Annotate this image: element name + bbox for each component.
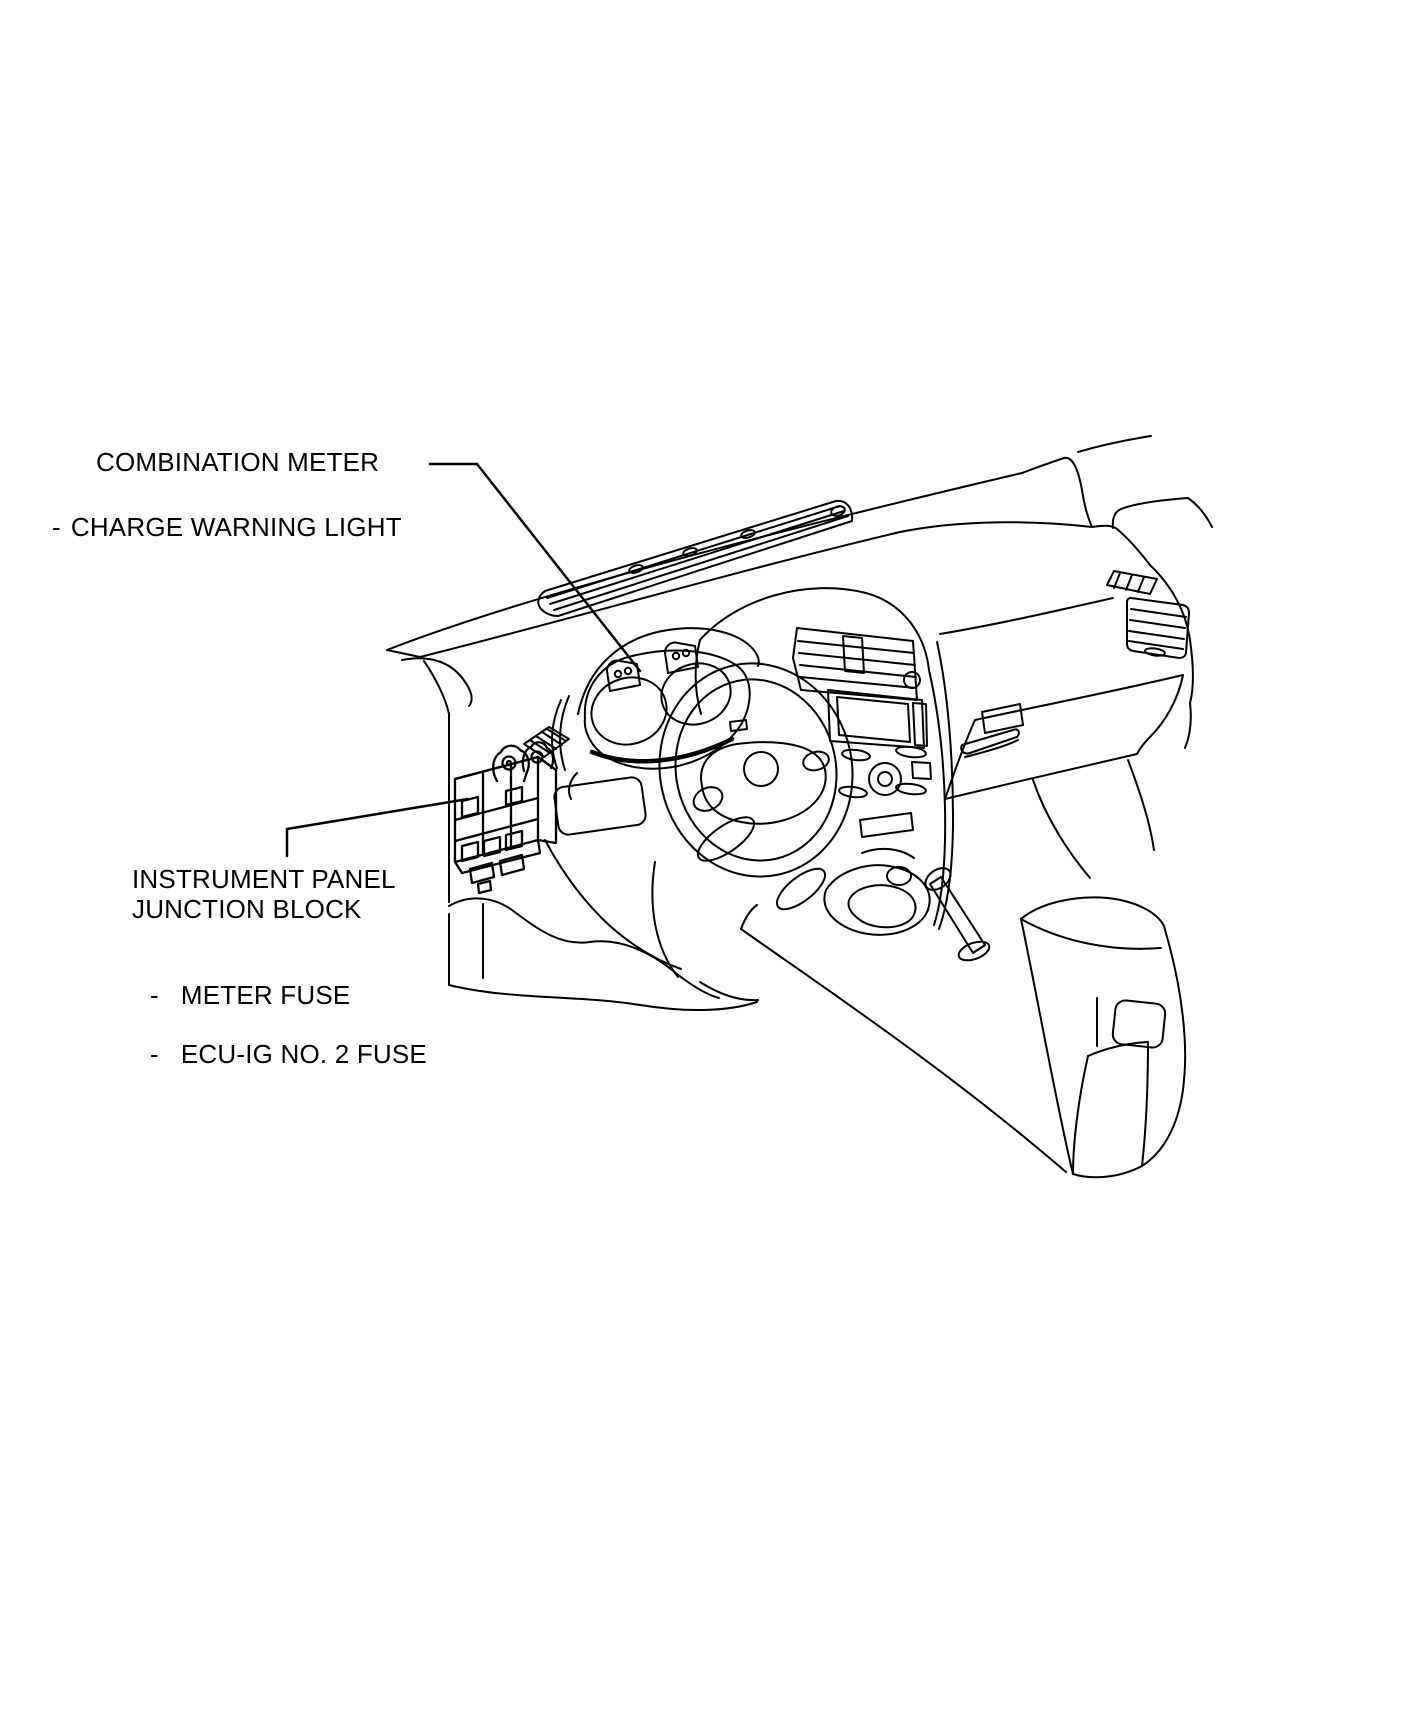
junction-block-label-line1: INSTRUMENT PANEL — [132, 864, 396, 894]
dashboard-outline — [387, 436, 1212, 1010]
steering-wheel-drawing — [640, 645, 872, 916]
combination-meter-label: COMBINATION METER — [96, 447, 380, 477]
side-vent-right-drawing — [1107, 571, 1189, 658]
steering-column-drawing — [545, 776, 758, 1000]
side-vent-left-drawing — [524, 727, 569, 757]
junction-block-drawing — [455, 742, 556, 893]
meter-fuse-dash: - — [150, 980, 159, 1010]
meter-fuse-text: METER FUSE — [180, 980, 351, 1010]
charge-warning-light-label — [52, 512, 402, 542]
armrest-console-drawing — [1021, 897, 1185, 1177]
ecu-ig-fuse-text: ECU-IG NO. 2 FUSE — [180, 1039, 427, 1069]
junction-block-leader-line — [287, 799, 468, 856]
junction-block-label — [132, 864, 396, 924]
ecu-ig-fuse-dash: - — [150, 1039, 159, 1069]
combination-meter-leader-line — [430, 464, 640, 671]
charge-warning-text: CHARGE WARNING LIGHT — [70, 512, 402, 542]
combination-meter-drawing — [552, 628, 759, 799]
charge-warning-dash: - — [52, 512, 61, 542]
center-console-drawing — [741, 864, 1066, 1172]
glovebox-drawing — [940, 598, 1183, 878]
ecu-ig-no2-fuse-label — [150, 1039, 427, 1069]
defroster-vent-strip — [538, 501, 852, 616]
junction-block-label-line2: JUNCTION BLOCK — [132, 894, 362, 924]
meter-fuse-label — [150, 980, 350, 1010]
